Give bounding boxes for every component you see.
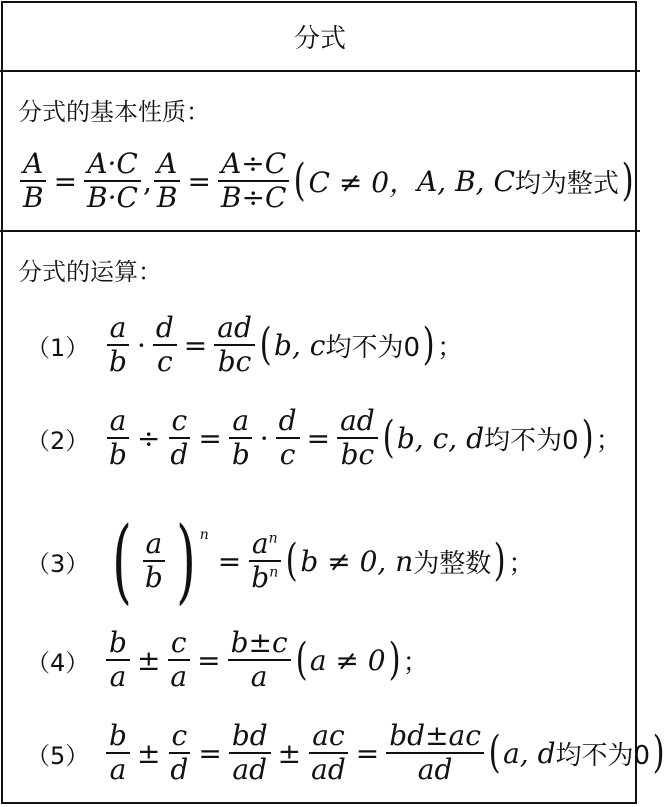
ops-heading: 分式的运算： xyxy=(18,258,162,286)
rule-label: （4） xyxy=(26,648,90,677)
condition: a, d xyxy=(503,736,556,770)
basic-formula: $\frac{A}{B}$ = $\frac{A\cdot C}{B\cdot C}$ , $\frac{A}{B}$ = $\frac{A\div C}{B\div C}$ ( C ≠ 0， A, B, C 均为整式 ) xyxy=(18,148,636,214)
rule-1: （1） $\frac{a}{b}$ · $\frac{d}{c}$ = $\frac{ad}{bc}$ ( b, c 均不为0 ) ； xyxy=(26,311,464,379)
rule-2: （2） $\frac{a}{b}$ ÷ $\frac{c}{d}$ = $\frac{a}{b}$ · $\frac{d}{c}$ = $\frac{ad}{bc}$ ( b, c, d 均不为0 ) ； xyxy=(26,404,622,472)
condition: a ≠ 0 xyxy=(309,643,386,677)
condition: b ≠ 0, n xyxy=(300,544,414,578)
condition: C ≠ 0， xyxy=(308,166,418,200)
rule-4: （4） $\frac{b}{a}$ ± $\frac{c}{a}$ = $\frac{b\pm c}{a}$ ( a ≠ 0 ) ； xyxy=(26,626,429,694)
condition-text: 均不为0 xyxy=(484,425,579,456)
condition-text: 均不为0 xyxy=(325,332,420,363)
condition: b, c xyxy=(274,328,326,362)
page-title: 分式 xyxy=(293,23,346,54)
condition-text: 均不为0 xyxy=(555,740,651,771)
condition-text: 为整数 xyxy=(413,548,492,579)
rule-5: （5） $\frac{b}{a}$ ± $\frac{c}{d}$ = $\frac{bd}{ad}$ ± $\frac{ac}{ad}$ = $\frac{bd\pm ac}{ad}$ ( a, d 均不为0 ) xyxy=(26,719,665,787)
divider xyxy=(0,230,640,232)
fraction: $\frac{A\cdot C}{B\cdot C}$ xyxy=(84,148,141,214)
fraction: $\frac{A}{B}$ xyxy=(154,148,181,214)
rule-label: （5） xyxy=(26,741,90,770)
condition-vars: A, B, C xyxy=(417,164,515,198)
condition-text: 均为整式 xyxy=(514,168,619,199)
rule-label: （2） xyxy=(26,426,90,455)
rule-label: （3） xyxy=(26,549,90,578)
fraction: $\frac{A}{B}$ xyxy=(20,148,47,214)
basic-heading: 分式的基本性质： xyxy=(18,98,210,126)
fraction: $\frac{A\div C}{B\div C}$ xyxy=(218,148,289,214)
rule-3: （3） ( $\frac{a}{b}$ ) n = $\frac{a^n}{b^n}$ ( b ≠ 0, n 为整数 ) ； xyxy=(26,507,535,614)
condition: b, c, d xyxy=(396,421,484,455)
rule-label: （1） xyxy=(26,333,90,362)
